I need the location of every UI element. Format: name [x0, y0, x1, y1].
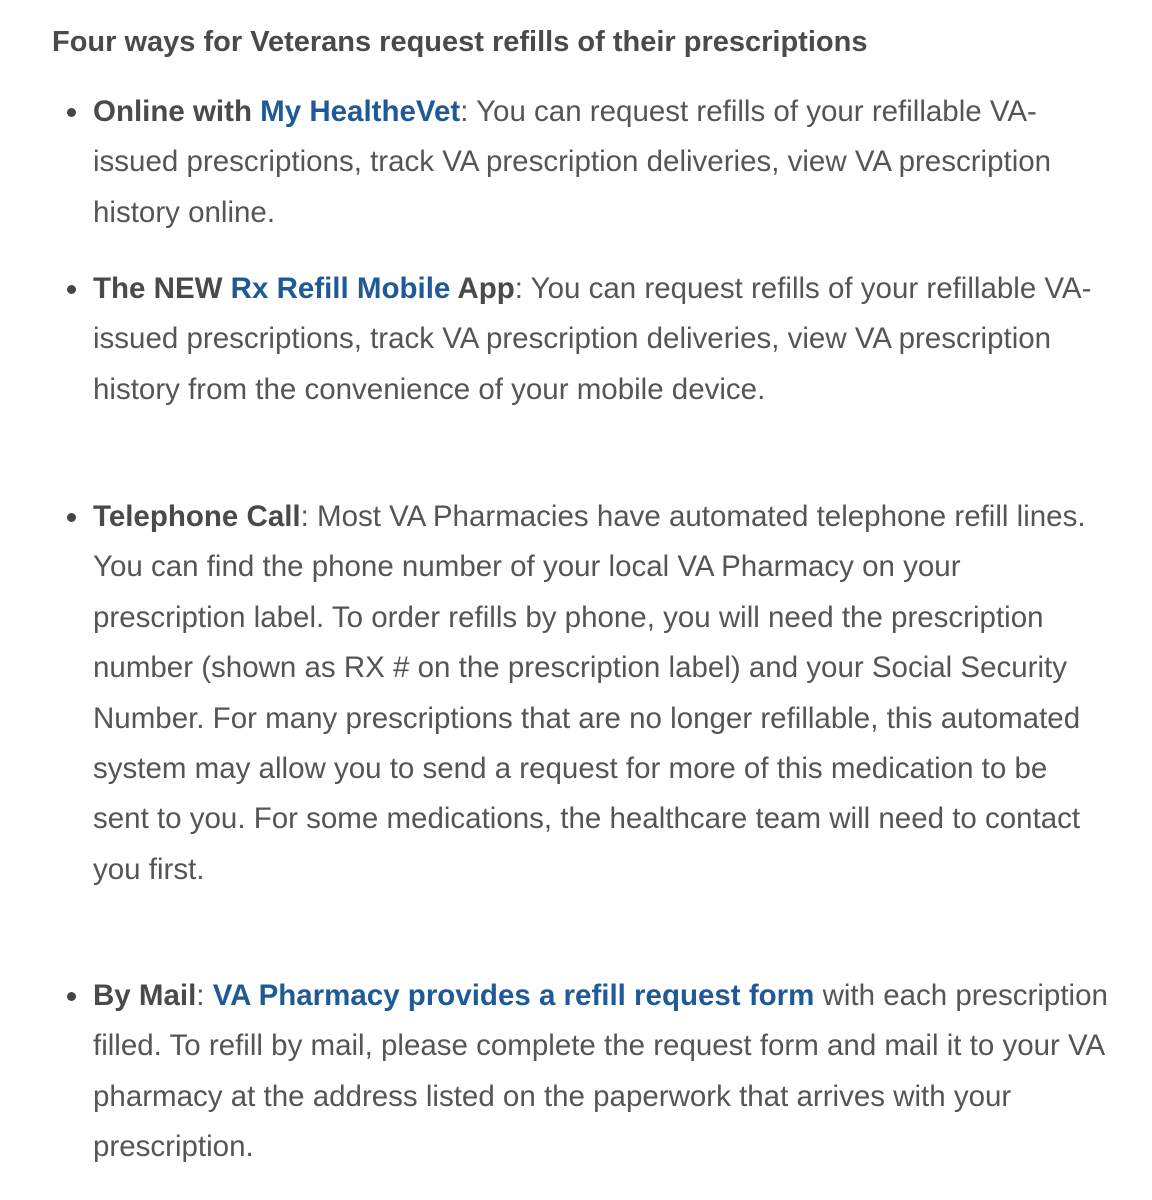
my-healthevet-link[interactable]: My HealtheVet	[260, 95, 461, 128]
item-separator: :	[460, 95, 469, 128]
item-separator: :	[300, 500, 309, 533]
item-text: You can request refills of your refillable VA-issued prescriptions, track VA prescription deliveries, view VA prescription history online.	[93, 95, 1052, 229]
section-heading: Four ways for Veterans request refills of their prescriptions	[52, 26, 868, 58]
list-item-mobile-app	[93, 264, 1108, 415]
item-text: Most VA Pharmacies have automated telephone refill lines. You can find the phone number of your local VA Pharmacy on your prescription label. To order refills by phone, you will need the prescription number (shown as RX # on the prescription label) and your Social Security Number. For many prescriptions that are no longer refillable, this automated system may allow you to send a request for more of this medication to be sent to you. For some medications, the healthcare team will need to contact you first.	[93, 500, 1086, 886]
item-lead: By Mail	[93, 979, 197, 1012]
item-lead: The NEW	[93, 272, 231, 305]
list-item-by-mail	[93, 971, 1108, 1173]
list-item-telephone	[93, 492, 1108, 895]
refill-request-form-link[interactable]: VA Pharmacy provides a refill request form	[212, 979, 815, 1012]
item-separator: :	[514, 272, 523, 305]
item-lead: Online with	[93, 95, 261, 128]
item-text: You can request refills of your refillable VA-issued prescriptions, track VA prescription deliveries, view VA prescription history from the convenience of your mobile device.	[93, 272, 1092, 406]
item-lead: Telephone Call	[93, 500, 301, 533]
item-text: with each prescription filled. To refill by mail, please complete the request form and mail it to your VA pharmacy at the address listed on the paperwork that arrives with your prescription.	[93, 979, 1108, 1164]
item-separator: :	[196, 979, 213, 1012]
rx-refill-mobile-link[interactable]: Rx Refill Mobile	[230, 272, 451, 305]
item-lead-suffix: App	[450, 272, 515, 305]
list-item-online	[93, 87, 1108, 238]
